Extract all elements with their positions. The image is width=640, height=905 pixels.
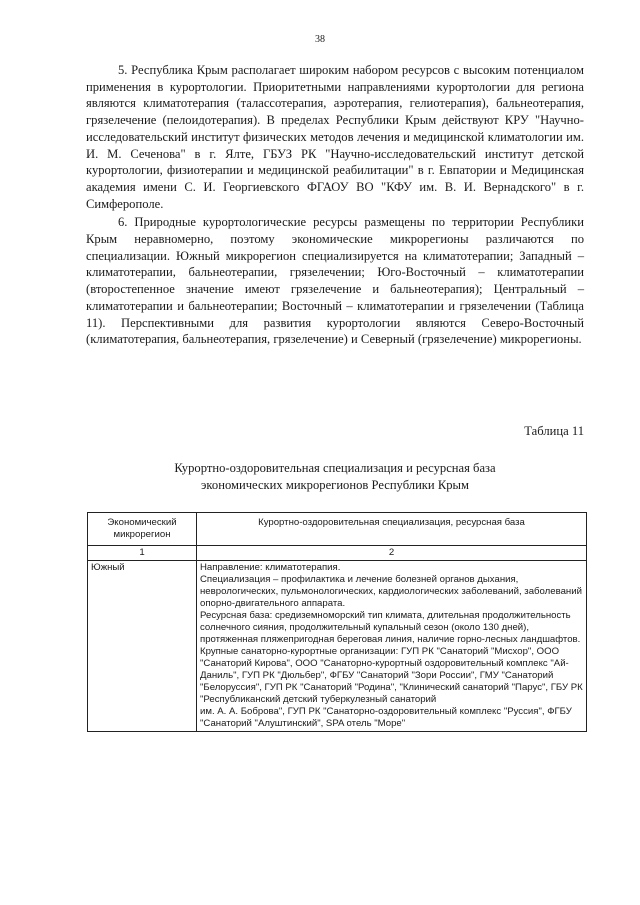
cell-line-resource-base: Ресурсная база: средиземноморский тип климата, длительная продолжительность солнечного сияния, продолжительный купальный сезон (около 130 дней), протяженная пляжепригодная береговая линия, наличие горно-лесных ландшафтов. bbox=[200, 610, 581, 645]
page-number: 38 bbox=[315, 34, 325, 45]
cell-line-organizations: Крупные санаторно-курортные организации: ГУП РК "Санаторий "Мисхор", ООО "Санаторий Кирова", ООО "Санаторно-курортный оздоровительный комплекс "Ай-Даниль", ГУП РК "Дюльбер", ФГБУ "Санаторий "Зори России", ГМУ "Санаторий "Белоруссия", ГУП РК "Санаторий "Родина", "Клинический санаторий "Парус", ГБУ РК "Республиканский детский туберкулезный санаторий bbox=[200, 646, 583, 705]
cell-line-direction: Направление: климатотерапия. bbox=[200, 562, 341, 573]
column-number: 2 bbox=[197, 546, 587, 561]
paragraph-microregions: 6. Природные курортологические ресурсы размещены по территории Республики Крым неравномерно, поэтому экономические микрорегионы различаются по специализации. Южный микрорегион специализируется на климатотерапии; Западный – климатотерапии, бальнеотерапии, грязелечении; Юго-Восточный – климатотерапии (второстепенное значение имеют грязелечение и бальнеотерапия); Центральный – климатотерапии и бальнеотерапии; Восточный – климатотерапии и грязелечении (Таблица 11). Перспективными для развития курортологии являются Северо-Восточный (климатотерапия, бальнеотерапия, грязелечение) и Северный (грязелечение) микрорегионы. bbox=[86, 215, 584, 347]
table-title-line: экономических микрорегионов Республики Крым bbox=[201, 477, 469, 492]
body-text bbox=[86, 62, 584, 350]
header-specialization: Курортно-оздоровительная специализация, ресурсная база bbox=[197, 513, 587, 546]
column-number-row bbox=[88, 546, 587, 561]
cell-line-specialization: Специализация – профилактика и лечение болезней органов дыхания, неврологических, пульмонологических, кардиологических заболеваний, заболеваний опорно-двигательного аппарата. bbox=[200, 574, 582, 609]
cell-line-organizations-cont: им. А. А. Боброва", ГУП РК "Санаторно-оздоровительный комплекс "Руссия", ФГБУ "Санаторий "Алуштинский", SPA отель "Море" bbox=[200, 706, 572, 729]
specialization-table bbox=[87, 512, 587, 732]
column-number: 1 bbox=[88, 546, 197, 561]
table-title bbox=[86, 460, 584, 493]
table-row bbox=[88, 561, 587, 732]
region-cell: Южный bbox=[88, 561, 197, 732]
table-title-line: Курортно-оздоровительная специализация и ресурсная база bbox=[174, 461, 496, 475]
table-caption: Таблица 11 bbox=[524, 424, 584, 438]
specialization-cell bbox=[197, 561, 587, 732]
header-region: Экономический микрорегион bbox=[88, 513, 197, 546]
table-header-row bbox=[88, 513, 587, 546]
paragraph-resources: 5. Республика Крым располагает широким набором ресурсов с высоким потенциалом применения в курортологии. Приоритетными направлениями курортологии для региона являются климатотерапия (талассотерапия, аэротерапия, гелиотерапия), бальнеотерапия, грязелечение (пелоидотерапия). В пределах Республики Крым действуют КРУ "Научно-исследовательский институт физических методов лечения и медицинской климатологии им. И. М. Сеченова" в г. Ялте, ГБУЗ РК "Научно-исследовательский институт детской курортологии, физиотерапии и медицинской реабилитации" в г. Евпатории и Медицинская академия имени С. И. Георгиевского ФГАОУ ВО "КФУ им. В. И. Вернадского" в г. Симферополе. bbox=[86, 63, 584, 211]
